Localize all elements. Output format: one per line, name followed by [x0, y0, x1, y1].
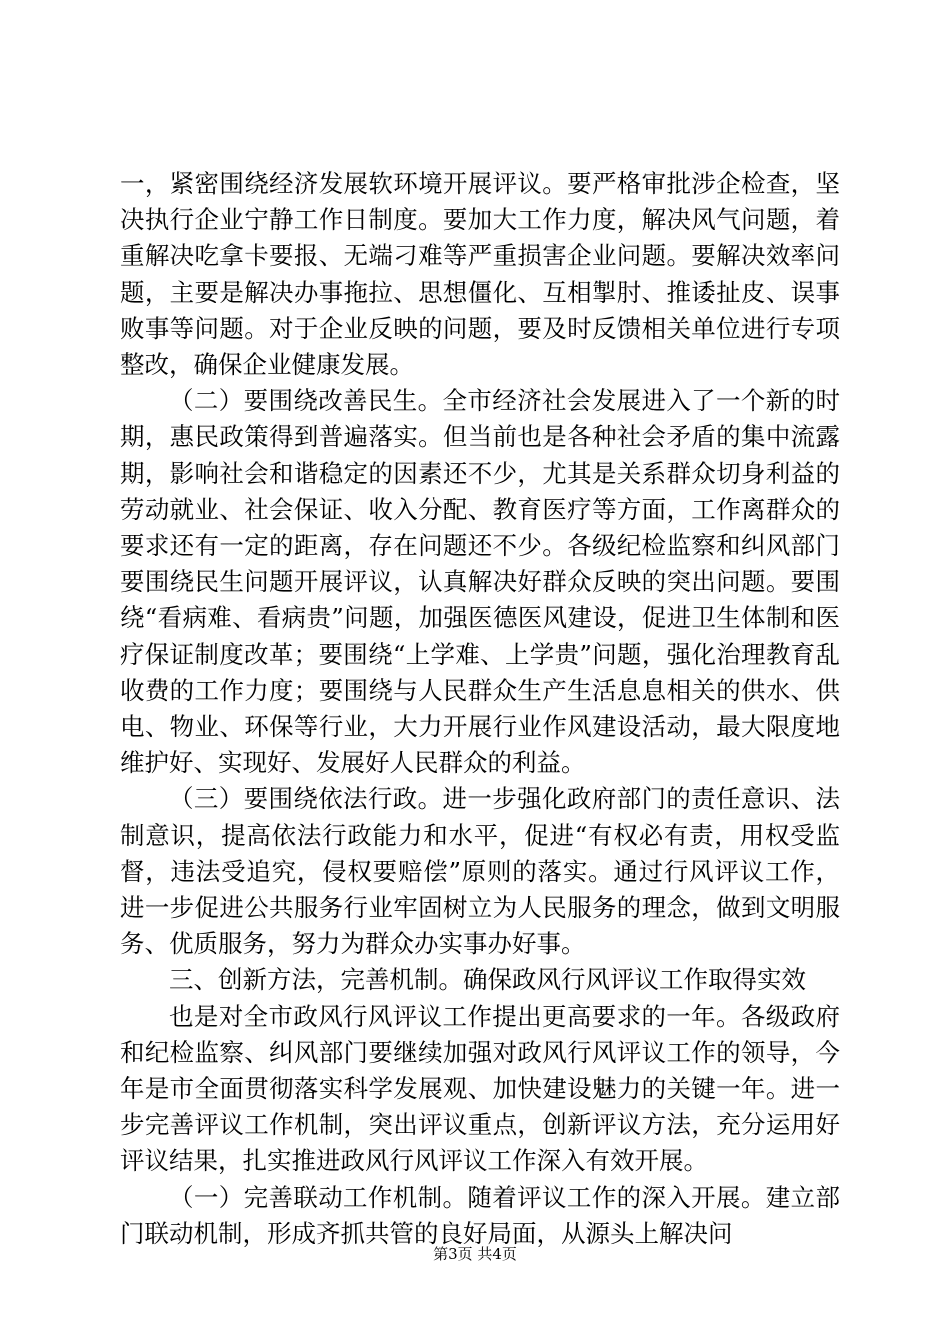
section-heading-3: 三、创新方法，完善机制。确保政风行风评议工作取得实效: [169, 965, 806, 995]
paragraph-4: 也是对全市政风行风评议工作提出更高要求的一年。各级政府和纪检监察、纠风部门要继续加强对政风行风评议工作的领导，今年是市全面贯彻落实科学发展观、加快建设魅力的关键一年。进一步完善评议工作机制，突出评议重点，创新评议方法，充分运用好评议结果，扎实推进政风行风评议工作深入有效开展。: [120, 1001, 840, 1176]
document-body: [120, 166, 840, 1252]
page-number-footer: 第3页 共4页: [433, 1245, 517, 1263]
paragraph-5: （一）完善联动工作机制。随着评议工作的深入开展。建立部门联动机制，形成齐抓共管的良好局面，从源头上解决问: [120, 1182, 840, 1248]
paragraph-1: 一，紧密围绕经济发展软环境开展评议。要严格审批涉企检查，坚决执行企业宁静工作日制度。要加大工作力度，解决风气问题，着重解决吃拿卡要报、无端刁难等严重损害企业问题。要解决效率问题，主要是解决办事拖拉、思想僵化、互相掣肘、推诿扯皮、误事败事等问题。对于企业反映的问题，要及时反馈相关单位进行专项整改，确保企业健康发展。: [120, 169, 840, 380]
paragraph-3: （三）要围绕依法行政。进一步强化政府部门的责任意识、法制意识，提高依法行政能力和水平，促进“有权必有责，用权受监督，违法受追究，侵权要赔偿”原则的落实。通过行风评议工作，进一步促进公共服务行业牢固树立为人民服务的理念，做到文明服务、优质服务，努力为群众办实事办好事。: [120, 784, 840, 959]
paragraph-2: （二）要围绕改善民生。全市经济社会发展进入了一个新的时期，惠民政策得到普遍落实。但当前也是各种社会矛盾的集中流露期，影响社会和谐稳定的因素还不少，尤其是关系群众切身利益的劳动就业、社会保证、收入分配、教育医疗等方面，工作离群众的要求还有一定的距离，存在问题还不少。各级纪检监察和纠风部门要围绕民生问题开展评议，认真解决好群众反映的突出问题。要围绕“看病难、看病贵”问题，加强医德医风建设，促进卫生体制和医疗保证制度改革；要围绕“上学难、上学贵”问题，强化治理教育乱收费的工作力度；要围绕与人民群众生产生活息息相关的供水、供电、物业、环保等行业，大力开展行业作风建设活动，最大限度地维护好、实现好、发展好人民群众的利益。: [120, 386, 840, 778]
